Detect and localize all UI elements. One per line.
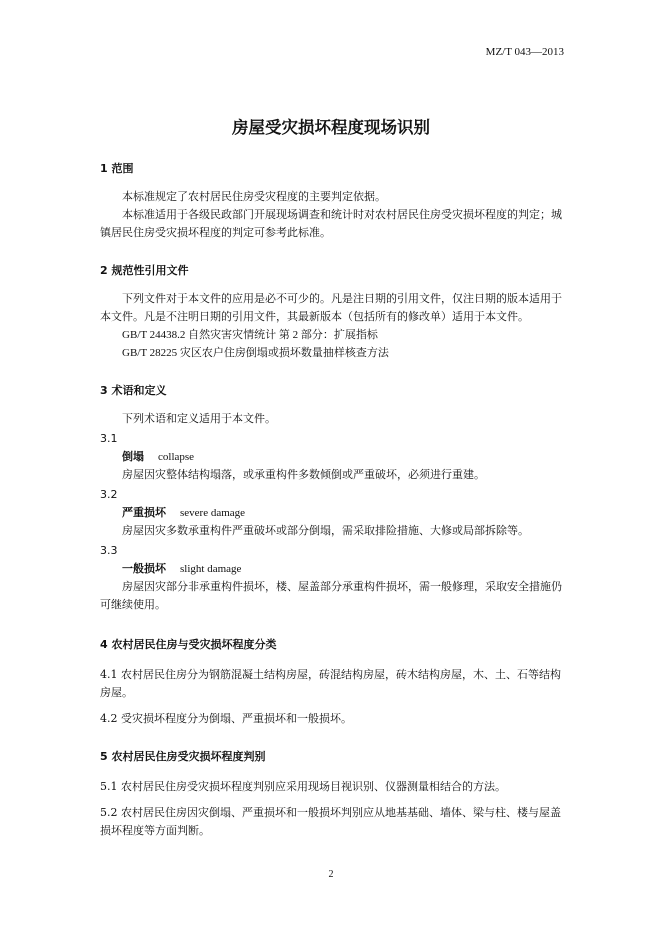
term-cn: 倒塌 xyxy=(122,450,144,463)
term-heading xyxy=(100,448,562,466)
section-1-paragraph: 本标准适用于各级民政部门开展现场调查和统计时对农村居民住房受灾损坏程度的判定；城镇居民住房受灾损坏程度的判定可参考此标准。 xyxy=(100,208,562,239)
section-5-paragraph: 5.2 农村居民住房因灾倒塌、严重损坏和一般损坏判别应从地基基础、墙体、梁与柱、楼与屋盖损坏程度等方面判断。 xyxy=(100,806,561,837)
term-number: 3.1 xyxy=(100,432,118,445)
term-definition: 房屋因灾多数承重构件严重破坏或部分倒塌，需采取排险措施、大修或局部拆除等。 xyxy=(122,524,529,537)
section-5-paragraph: 5.1 农村居民住房受灾损坏程度判别应采用现场目视识别、仪器测量相结合的方法。 xyxy=(100,780,506,793)
section-4-paragraph: 4.1 农村居民住房分为钢筋混凝土结构房屋，砖混结构房屋，砖木结构房屋，木、土、石等结构房屋。 xyxy=(100,668,561,699)
section-5-heading: 5 农村居民住房受灾损坏程度判别 xyxy=(100,750,266,763)
term-definition: 房屋因灾部分非承重构件损坏，楼、屋盖部分承重构件损坏，需一般修理，采取安全措施仍可继续使用。 xyxy=(100,580,562,611)
term-number: 3.2 xyxy=(100,488,118,501)
section-4-paragraph: 4.2 受灾损坏程度分为倒塌、严重损坏和一般损坏。 xyxy=(100,712,352,725)
term-cn: 一般损坏 xyxy=(122,562,166,575)
section-3-intro: 下列术语和定义适用于本文件。 xyxy=(122,412,276,425)
section-1-paragraph: 本标准规定了农村居民住房受灾程度的主要判定依据。 xyxy=(122,190,386,203)
section-3-heading: 3 术语和定义 xyxy=(100,384,167,397)
document-body xyxy=(100,160,562,840)
term-definition: 房屋因灾整体结构塌落，或承重构件多数倾倒或严重破坏，必须进行重建。 xyxy=(122,468,485,481)
document-title: 房屋受灾损坏程度现场识别 xyxy=(232,118,430,137)
section-1-heading: 1 范围 xyxy=(100,162,134,175)
reference-item: GB/T 28225 灾区农户住房倒塌或损坏数量抽样核查方法 xyxy=(122,347,389,359)
reference-item: GB/T 24438.2 自然灾害灾情统计 第 2 部分：扩展指标 xyxy=(122,329,378,341)
page-number: 2 xyxy=(328,869,334,880)
term-number: 3.3 xyxy=(100,544,118,557)
section-2-paragraph: 下列文件对于本文件的应用是必不可少的。凡是注日期的引用文件，仅注日期的版本适用于本文件。凡是不注明日期的引用文件，其最新版本（包括所有的修改单）适用于本文件。 xyxy=(100,292,562,323)
term-cn: 严重损坏 xyxy=(122,506,166,519)
term-heading xyxy=(100,504,562,522)
term-en: collapse xyxy=(158,451,195,463)
term-heading xyxy=(100,560,562,578)
term-en: severe damage xyxy=(180,507,246,519)
section-4-heading: 4 农村居民住房与受灾损坏程度分类 xyxy=(100,638,277,651)
standard-code: MZ/T 043—2013 xyxy=(485,46,564,58)
section-2-heading: 2 规范性引用文件 xyxy=(100,264,189,277)
term-en: slight damage xyxy=(180,563,242,575)
